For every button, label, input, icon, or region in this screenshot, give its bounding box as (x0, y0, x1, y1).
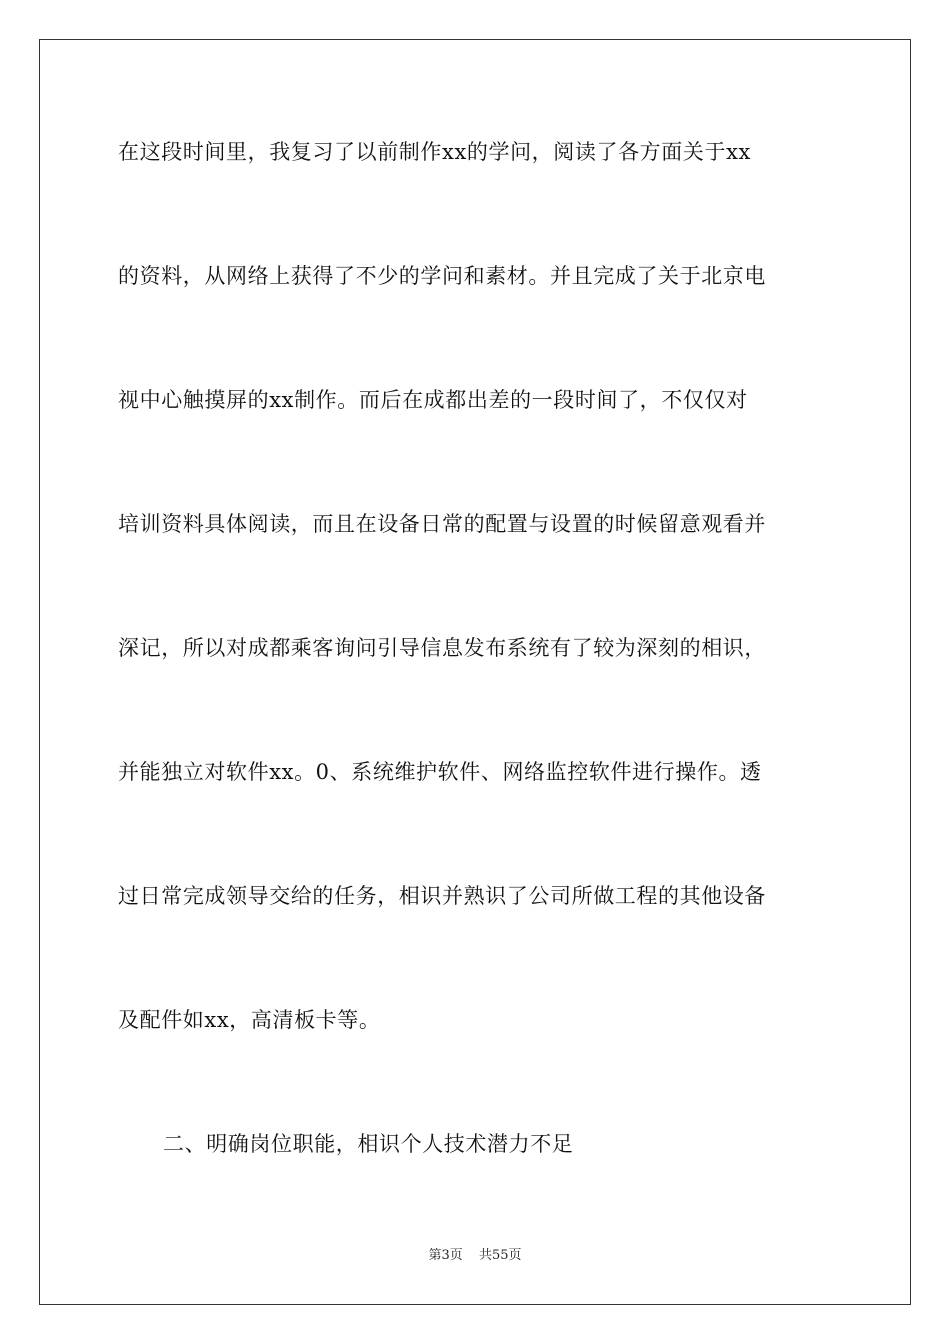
text-line: 的资料，从网络上获得了不少的学问和素材。并且完成了关于北京电 (118, 264, 766, 288)
text-line: 视中心触摸屏的xx制作。而后在成都出差的一段时间了，不仅仅对 (118, 388, 748, 412)
page-total: 共55页 (478, 1248, 522, 1263)
text-line: 培训资料具体阅读，而且在设备日常的配置与设置的时候留意观看并 (118, 512, 766, 536)
section-heading: 二、明确岗位职能，相识个人技术潜力不足 (163, 1132, 574, 1156)
page-border (39, 39, 911, 1305)
text-line: 并能独立对软件xx。0、系统维护软件、网络监控软件进行操作。透 (118, 760, 762, 784)
page-number: 第3页 (428, 1248, 463, 1263)
text-line: 深记，所以对成都乘客询问引导信息发布系统有了较为深刻的相识， (118, 636, 766, 660)
page-footer (0, 1247, 950, 1265)
text-line: 及配件如xx，高清板卡等。 (118, 1008, 381, 1032)
text-line: 在这段时间里，我复习了以前制作xx的学问，阅读了各方面关于xx (118, 140, 751, 164)
text-line: 过日常完成领导交给的任务，相识并熟识了公司所做工程的其他设备 (118, 884, 766, 908)
